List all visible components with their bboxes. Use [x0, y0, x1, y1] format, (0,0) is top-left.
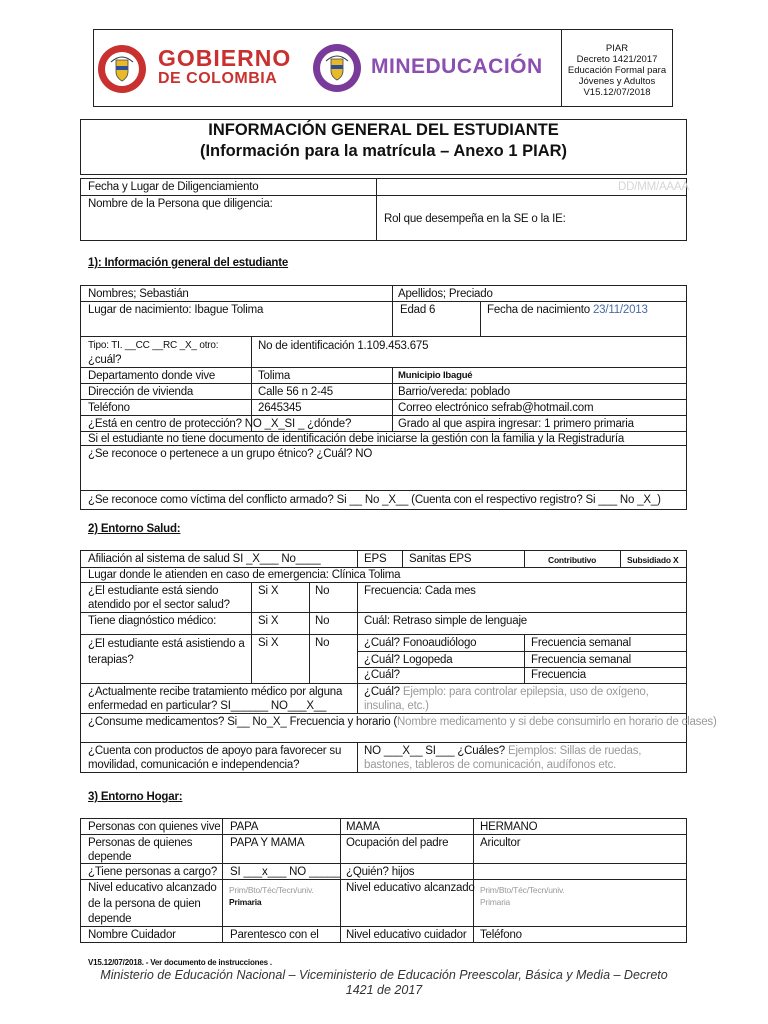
s2-hl	[80, 612, 687, 613]
eps-label: EPS	[364, 553, 387, 565]
victima: ¿Se reconoce como víctima del conflicto armado? Si __ No _X__ (Cuenta con el respectivo registro? Si ___ No _X_)	[88, 494, 661, 506]
quien: ¿Quién? hijos	[346, 866, 415, 878]
s1-vl	[480, 301, 481, 336]
diagnostico-si: Si X	[258, 615, 279, 627]
apellidos: Apellidos; Preciado	[398, 288, 493, 300]
s3-vl	[340, 818, 341, 943]
direccion-value: Calle 56 n 2-45	[258, 386, 333, 398]
atendido-si: Si X	[258, 585, 279, 597]
doc-meta	[561, 43, 673, 98]
s2-hl	[80, 634, 687, 635]
s2-vl	[524, 550, 525, 567]
diagnostico-no: No	[315, 615, 330, 627]
gov-name-line1: GOBIERNO	[158, 45, 292, 71]
mineducacion-seal-icon	[312, 43, 362, 93]
nombres: Nombres; Sebastián	[88, 288, 189, 300]
apoyo-hint: Ejemplos: Sillas de ruedas, bastones, tableros de comunicación, audífonos etc.	[364, 745, 642, 771]
s1-vl	[392, 367, 393, 431]
page-subtitle: (Información para la matrícula – Anexo 1 PIAR)	[199, 142, 568, 160]
doc-code: PIAR	[605, 43, 629, 54]
s2-vl	[309, 582, 310, 683]
gov-name-line2: DE COLOMBIA	[158, 70, 278, 87]
terapia1-freq: Frecuencia semanal	[531, 637, 631, 649]
afiliacion: Afiliación al sistema de salud SI _X___ No____	[88, 553, 321, 565]
nivel-label: Nivel educativo alcanzado de la persona de quien depende	[88, 882, 217, 925]
depto-label: Departamento donde vive	[88, 370, 216, 382]
ocupacion-label: Ocupación del padre	[346, 837, 449, 849]
vive-2: MAMA	[346, 821, 380, 833]
page-title: INFORMACIÓN GENERAL DEL ESTUDIANTE	[208, 121, 559, 139]
sin-documento: Si el estudiante no tiene documento de identificación debe iniciarse la gestión con la familia y la Registraduría	[88, 433, 625, 445]
eps-value: Sanitas EPS	[409, 553, 472, 565]
s1-hl	[80, 399, 687, 400]
medicamentos	[88, 715, 717, 729]
section3-title: 3) Entorno Hogar:	[88, 791, 183, 803]
s2-vl	[402, 550, 403, 567]
subsidiado: Subsidiado X	[627, 555, 679, 565]
tipo-documento: Tipo: TI. __CC __RC _X_ otro:	[88, 340, 219, 351]
terapia3-freq: Frecuencia	[531, 669, 586, 681]
fill-row-divider	[80, 195, 687, 196]
telefono-cuidador-label: Teléfono	[480, 929, 522, 941]
person-label: Nombre de la Persona que diligencia:	[88, 198, 273, 210]
medicamentos-label: ¿Consume medicamentos? Si__ No_X_ Frecuencia y horario (	[88, 716, 398, 728]
s3-hl	[80, 834, 687, 835]
section1-title: 1): Información general del estudiante	[88, 257, 289, 269]
atendido-no: No	[315, 585, 330, 597]
vive-3: HERMANO	[480, 821, 538, 833]
cargo-response: SI ___x___ NO _____	[230, 866, 341, 878]
s2-hl	[80, 683, 687, 684]
fill-col-divider	[376, 178, 377, 241]
s2-vl	[251, 582, 252, 683]
s2-vl	[524, 634, 525, 683]
tratamiento-cual	[364, 685, 682, 713]
footer-line2: 1421 de 2017	[345, 983, 423, 997]
parentesco-label: Parentesco con el	[230, 929, 319, 941]
s2-hl	[357, 667, 687, 668]
s2-vl	[620, 550, 621, 567]
terapia1: ¿Cuál? Fonoaudiólogo	[364, 637, 477, 649]
ministry-name: MINEDUCACIÓN	[371, 55, 543, 78]
s2-hl	[357, 651, 687, 652]
diagnostico-question: Tiene diagnóstico médico:	[88, 615, 217, 627]
cargo-question: ¿Tiene personas a cargo?	[88, 866, 218, 878]
tipo-cual: ¿cuál?	[88, 354, 122, 366]
depto-value: Tolima	[258, 370, 291, 382]
scope-line2: Jóvenes y Adultos	[578, 76, 656, 87]
frecuencia: Frecuencia: Cada mes	[364, 585, 476, 597]
s1-vl	[392, 285, 393, 336]
atendido-question: ¿El estudiante está siendo atendido por el sector salud?	[88, 585, 230, 611]
correo: Correo electrónico sefrab@hotmail.com	[398, 402, 594, 414]
s2-vl	[357, 582, 358, 683]
municipio: Municipio Ibagué	[398, 370, 473, 381]
s1-hl	[80, 301, 687, 302]
s2-hl	[80, 742, 687, 743]
terapias-question: ¿El estudiante está asistiendo a terapias?	[88, 638, 245, 666]
fecha-nac-label-text: Fecha de nacimiento	[487, 304, 590, 316]
depende-label: Personas de quienes depende	[88, 837, 193, 863]
etnico: ¿Se reconoce o pertenece a un grupo étnico? ¿Cuál? NO	[88, 448, 373, 460]
cuidador-label: Nombre Cuidador	[88, 929, 176, 941]
terapias-si: Si X	[258, 637, 279, 649]
lugar-nacimiento: Lugar de nacimiento: Ibague Tolima	[88, 304, 264, 316]
s1-hl	[80, 336, 687, 337]
decree: Decreto 1421/2017	[576, 54, 658, 65]
grado: Grado al que aspira ingresar: 1 primero primaria	[398, 418, 634, 430]
direccion-label: Dirección de vivienda	[88, 386, 194, 398]
vive-label: Personas con quienes vive	[88, 821, 221, 833]
nivel-hint: Prim/Bto/Téc/Tecn/univ.	[229, 885, 314, 895]
edad: Edad 6	[400, 304, 436, 316]
contributivo: Contributivo	[548, 555, 597, 565]
terapia2-freq: Frecuencia semanal	[531, 654, 631, 666]
section2-title: 2) Entorno Salud:	[88, 523, 181, 535]
nivel2-value: Primaria	[480, 897, 511, 907]
nivel-cuidador: Nivel educativo cuidador	[346, 929, 467, 941]
diagnostico-cual: Cuál: Retraso simple de lenguaje	[364, 615, 528, 627]
id-number: No de identificación 1.109.453.675	[258, 340, 429, 352]
date-input[interactable]: DD/MM/AAAA	[618, 181, 689, 193]
terapia3: ¿Cuál?	[364, 669, 400, 681]
footer-note: V15.12/07/2018. - Ver documento de instrucciones .	[88, 958, 272, 967]
nivel2-label: Nivel educativo alcanzado	[346, 882, 475, 894]
s2-hl	[80, 713, 687, 714]
s2-vl	[357, 742, 358, 773]
telefono-value: 2645345	[258, 402, 302, 414]
footer-line1: Ministerio de Educación Nacional – Viceministerio de Educación Preescolar, Básica y Media – Decreto	[100, 968, 668, 982]
terapia2: ¿Cuál? Logopeda	[364, 654, 453, 666]
tratamiento-cual-label: ¿Cuál?	[364, 686, 400, 698]
s1-hl	[80, 383, 687, 384]
apoyo-resp: NO ___X__ SI___ ¿Cuáles?	[364, 745, 505, 757]
medicamentos-hint: Nombre medicamento y si debe consumirlo en horario de clases)	[397, 716, 717, 728]
apoyo-response	[364, 744, 682, 772]
s1-hl	[80, 490, 687, 491]
s3-hl	[80, 879, 687, 880]
fecha-nac-value: 23/11/2013	[592, 304, 648, 316]
terapias-no: No	[315, 637, 330, 649]
vive-1: PAPA	[230, 821, 259, 833]
telefono-label: Teléfono	[88, 402, 130, 414]
s1-hl	[80, 367, 687, 368]
nivel2-hint: Prim/Bto/Téc/Tecn/univ.	[480, 885, 565, 895]
role-label: Rol que desempeña en la SE o la IE:	[384, 213, 566, 225]
barrio: Barrio/vereda: poblado	[398, 386, 510, 398]
depende-value: PAPA Y MAMA	[230, 837, 305, 849]
gobierno-seal-icon	[97, 44, 147, 94]
s2-hl	[80, 582, 687, 583]
emergencia: Lugar donde le atienden en caso de emergencia: Clínica Tolima	[88, 569, 401, 581]
proteccion: ¿Está en centro de protección? NO _X_SI _ ¿dónde?	[88, 418, 352, 430]
fecha-nac-label	[487, 303, 648, 317]
scope-line1: Educación Formal para	[567, 65, 667, 76]
tratamiento-hint: Ejemplo: para controlar epilepsia, uso de oxígeno, insulina, etc.)	[364, 686, 649, 712]
apoyo-question: ¿Cuenta con productos de apoyo para favorecer su movilidad, comunicación e independencia?	[88, 745, 342, 771]
version: V15.12/07/2018	[583, 87, 651, 98]
s2-vl	[357, 683, 358, 713]
tratamiento-question: ¿Actualmente recibe tratamiento médico por alguna enfermedad en particular? SI______ NO___X__	[88, 686, 343, 712]
date-label: Fecha y Lugar de Diligenciamiento	[88, 181, 259, 193]
s1-hl	[80, 415, 687, 416]
s3-vl	[222, 818, 223, 943]
ocupacion-value: Aricultor	[480, 837, 521, 849]
nivel-value: Primaria	[229, 897, 262, 907]
s2-vl	[357, 550, 358, 567]
